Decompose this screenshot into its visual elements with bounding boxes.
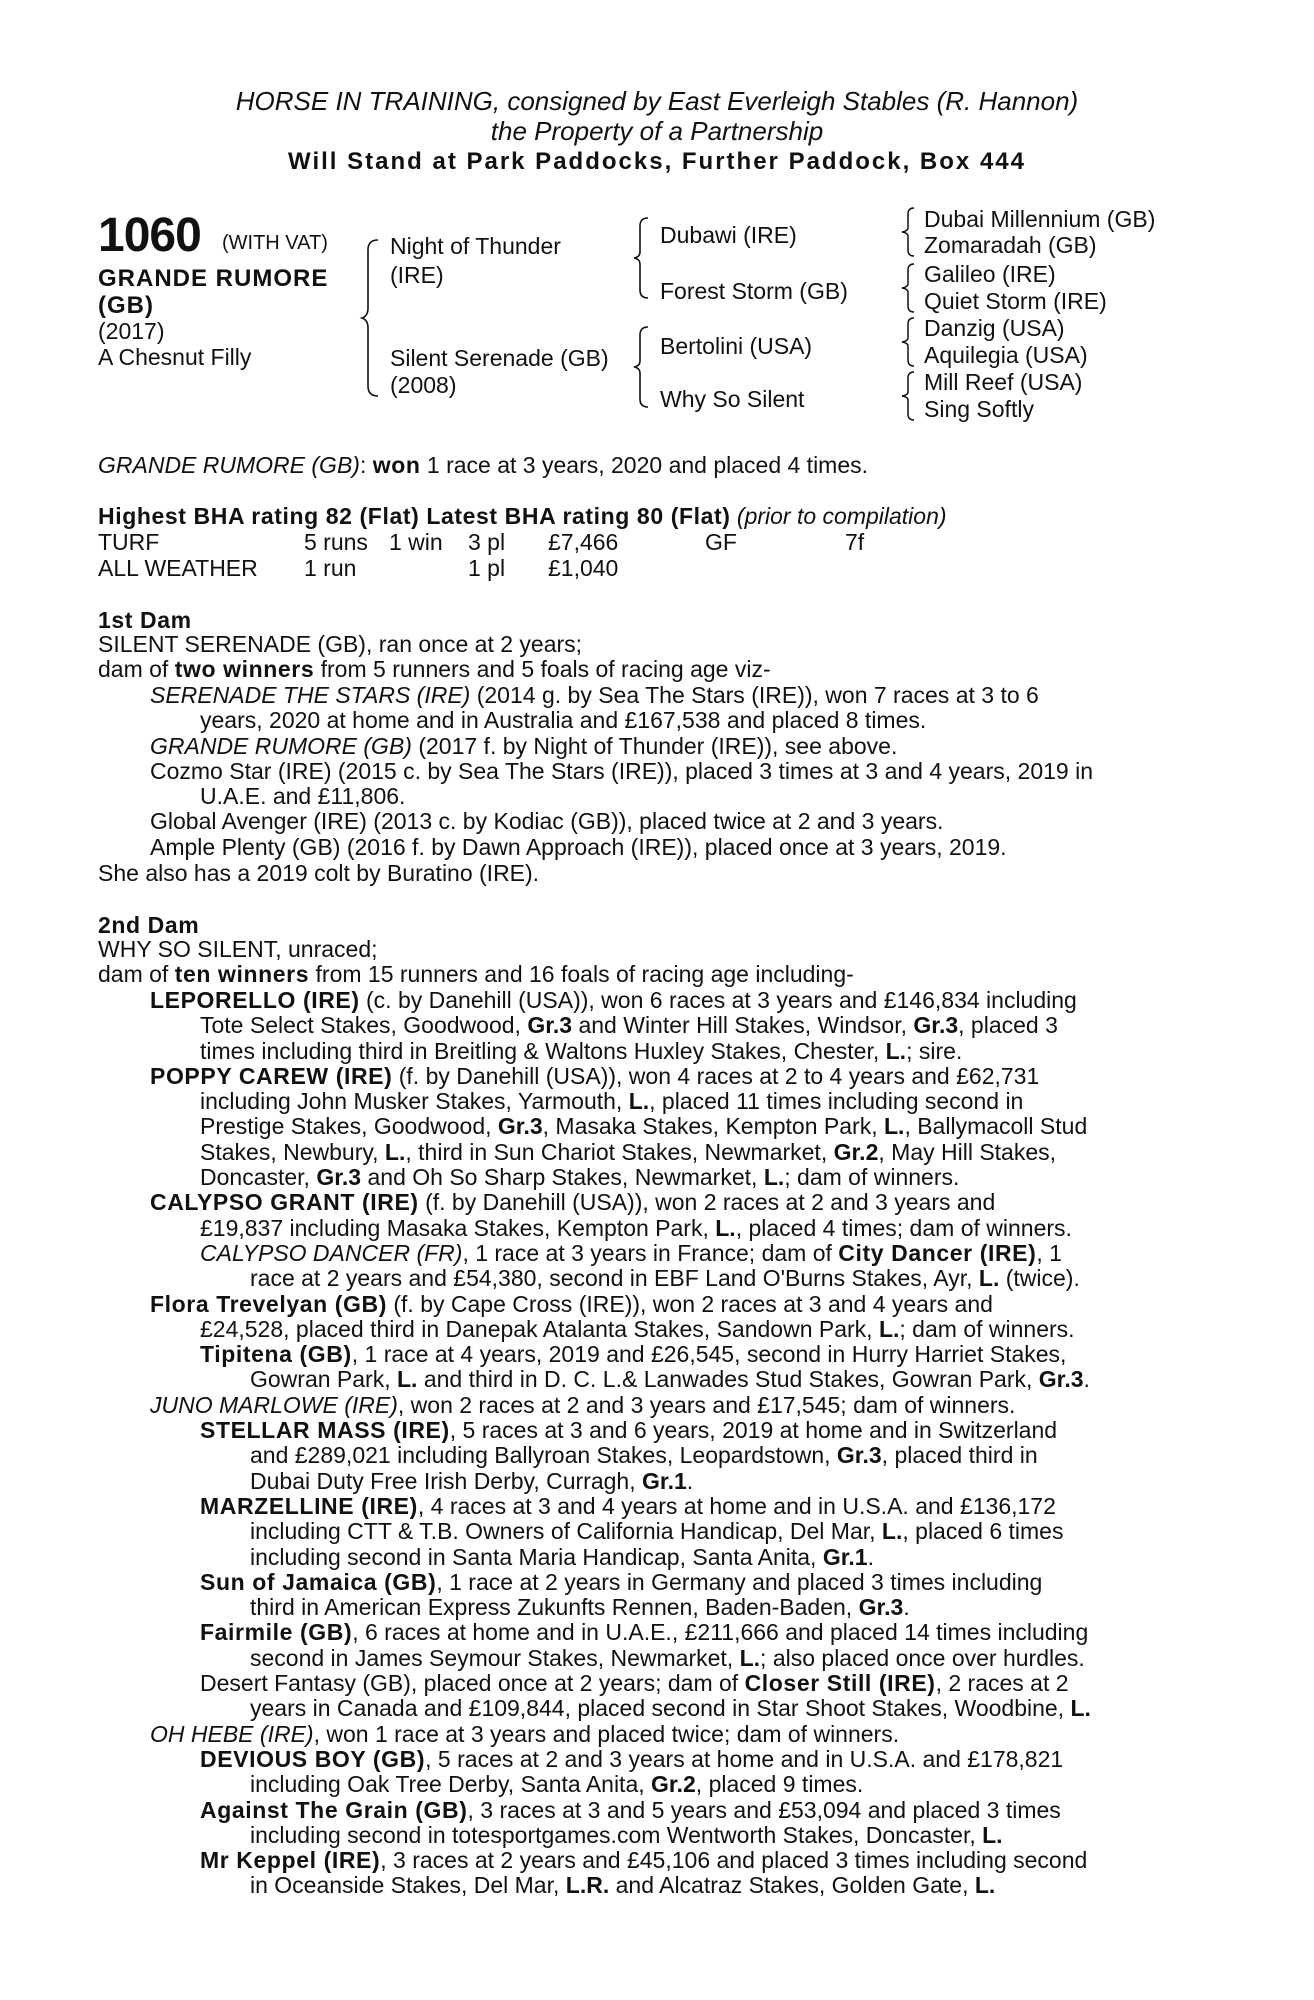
produce-against-the-grain: Against The Grain (GB), 3 races at 3 and 5 years and £53,094 and placed 3 times (200, 1796, 1061, 1823)
produce-serenade-the-stars: SERENADE THE STARS (IRE) (2014 g. by Sea The Stars (IRE)), won 7 races at 3 to 6 (150, 682, 1039, 708)
first-dam-foal-note: She also has a 2019 colt by Buratino (IRE). (98, 860, 540, 886)
dam-name: Silent Serenade (GB) (390, 345, 609, 371)
dam-sire-dam: Aquilegia (USA) (924, 342, 1088, 368)
produce-mr-keppel: Mr Keppel (IRE), 3 races at 2 years and £45,106 and placed 3 times including second (200, 1847, 1088, 1874)
produce-stellar-mass: STELLAR MASS (IRE), 5 races at 3 and 6 years, 2019 at home and in Switzerland (200, 1417, 1058, 1444)
property-line: the Property of a Partnership (490, 116, 824, 146)
race-summary: GRANDE RUMORE (GB): won 1 race at 3 years, 2020 and placed 4 times. (98, 452, 869, 478)
pedigree-brace-1 (360, 238, 384, 398)
pedigree-brace-5 (900, 262, 920, 314)
horse-name: GRANDE RUMORE (98, 265, 329, 292)
second-dam-produce: LEPORELLO (IRE) (c. by Danehill (USA)), won 6 races at 3 years and £146,834 including Tote Select Stakes, Goodwood, Gr.3 and Winter Hill Stakes, Windsor, Gr.3, placed 3 times including third in Breitling & Waltons Huxley Stakes, Chester, L.; sire. POPPY CAREW (IRE) (f. by Danehill (USA)), won 4 races at 2 to 4 years and £62,731 including John Musker Stakes, Yarmouth, L., placed 11 times including second in Prestige Stakes, Goodwood, Gr.3, Masaka Stakes, Kempton Park, L., Ballymacoll Stud Stakes, Newbury, L., third in Sun Chariot Stakes, Newmarket, Gr.2, May Hill Stakes, Doncaster, Gr.3 and Oh So Sharp Stakes, Newmarket, L.; dam of winners. CALYPSO GRANT (IRE) (f. by Danehill (USA)), won 2 races at 2 and 3 years and £19,837 including Masaka Stakes, Kempton Park, L., placed 4 times; dam of winners. CALYPSO DANCER (FR), 1 race at 3 years in France; dam of City Dancer (IRE), 1 race at 2 years and £54,380, second in EBF Land O'Burns Stakes, Ayr, L. (twice). Flora Trevelyan (GB) (f. by Cape Cross (IRE)), won 2 races at 3 and 4 years and £24,528, placed third in Danepak Atalanta Stakes, Sandown Park, L.; dam of winners. Tipitena (GB), 1 race at 4 years, 2019 and £26,545, second in Hurry Harriet Stakes, Gowran Park, L. and third in D. C. L.& Lanwades Stud Stakes, Gowran Park, Gr.3. JUNO MARLOWE (IRE), won 2 races at 2 and 3 years and £17,545; dam of winners. STELLAR MASS (IRE), 5 races at 3 and 6 years, 2019 at home and in Switzerland and £289,021 including Ballyroan Stakes, Leopardstown, Gr.3, placed third in Dubai Duty Free Irish Derby, Curragh, Gr.1. MARZELLINE (IRE), 4 races at 3 and 4 years at home and in U.S.A. and £136,172 including CTT & T.B. Owners of California Handicap, Del Mar, L., placed 6 times including second in Santa Maria Handicap, Santa Anita, Gr.1. Sun of Jamaica (GB), 1 race at 2 years in Germany and placed 3 times including third in American Express Zukunfts Rennen, Baden-Baden, Gr.3. Fairmile (GB), 6 races at home and in U.A.E., £211,666 and placed 14 times including second in James Seymour Stakes, Newmarket, L.; also placed once over hurdles. Desert Fantasy (GB), placed once at 2 years; dam of Closer Still (IRE), 2 races at 2 years in Canada and £109,844, placed second in Star Shoot Stakes, Woodbine, L. OH HEBE (IRE), won 1 race at 3 years and placed twice; dam of winners. DEVIOUS BOY (GB), 5 races at 2 and 3 years at home and in U.S.A. and £178,821 including Oak Tree Derby, Santa Anita, Gr.2, placed 9 times. Against The Grain (GB), 3 races at 3 and 5 years and £53,094 and placed 3 times including second in totesportgames.com Wentworth Stakes, Doncaster, L. Mr Keppel (IRE), 3 races at 2 years and £45,106 and placed 3 times including second in Oceanside Stakes, Del Mar, L.R. and Alcatraz Stakes, Golden Gate, L. (150, 988, 1208, 1899)
produce-calypso-dancer: CALYPSO DANCER (FR), 1 race at 3 years in France; dam of City Dancer (IRE), 1 (200, 1239, 1062, 1266)
first-dam-intro: SILENT SERENADE (GB), ran once at 2 years; dam of two winners from 5 runners and 5 foals of racing age viz- (98, 631, 771, 683)
dam-year: (2008) (390, 372, 457, 398)
produce-cozmo-star: Cozmo Star (IRE) (2015 c. by Sea The Stars (IRE)), placed 3 times at 3 and 4 years, 2019 in (150, 757, 1093, 784)
produce-leporello: LEPORELLO (IRE) (c. by Danehill (USA)), won 6 races at 3 years and £146,834 including (150, 987, 1077, 1013)
pedigree-brace-6 (900, 316, 920, 368)
produce-tipitena: Tipitena (GB), 1 race at 4 years, 2019 and £26,545, second in Hurry Harriet Stakes, (200, 1341, 1067, 1368)
stand-line: Will Stand at Park Paddocks, Further Paddock, Box 444 (288, 148, 1026, 175)
produce-flora-trevelyan: Flora Trevelyan (GB) (f. by Cape Cross (IRE)), won 2 races at 3 and 4 years and (150, 1290, 993, 1317)
sire-sire: Dubawi (IRE) (660, 222, 797, 248)
produce-poppy-carew: POPPY CAREW (IRE) (f. by Danehill (USA)), won 4 races at 2 to 4 years and £62,731 (150, 1062, 1040, 1089)
second-dam-heading: 2nd Dam (98, 912, 200, 938)
produce-global-avenger: Global Avenger (IRE) (2013 c. by Kodiac (GB)), placed twice at 2 and 3 years. (150, 808, 944, 835)
consignor-line: HORSE IN TRAINING, consigned by East Everleigh Stables (R. Hannon) (235, 86, 1079, 116)
dam-sire-sire: Danzig (USA) (924, 315, 1065, 341)
foaled-year: (2017) (98, 318, 165, 344)
vat-note: (WITH VAT) (222, 232, 328, 254)
produce-devious-boy: DEVIOUS BOY (GB), 5 races at 2 and 3 years at home and in U.S.A. and £178,821 (200, 1745, 1064, 1772)
sire-country: (IRE) (390, 262, 444, 288)
bha-rating: Highest BHA rating 82 (Flat) Latest BHA rating 80 (Flat) (prior to compilation) (98, 503, 947, 529)
horse-country: (GB) (98, 292, 154, 319)
second-dam-intro: WHY SO SILENT, unraced; dam of ten winners from 15 runners and 16 foals of racing age including- (98, 936, 854, 988)
pedigree-brace-2 (632, 216, 654, 300)
produce-ample-plenty: Ample Plenty (GB) (2016 f. by Dawn Approach (IRE)), placed once at 3 years, 2019. (150, 833, 1007, 860)
produce-oh-hebe: OH HEBE (IRE), won 1 race at 3 years and placed twice; dam of winners. (150, 1720, 900, 1747)
dam-dam-dam: Sing Softly (924, 396, 1034, 422)
sire-dam-dam: Quiet Storm (IRE) (924, 288, 1107, 314)
produce-calypso-grant: CALYPSO GRANT (IRE) (f. by Danehill (USA)), won 2 races at 2 and 3 years and (150, 1189, 996, 1216)
sire-sire-dam: Zomaradah (GB) (924, 232, 1097, 258)
sire-name: Night of Thunder (390, 233, 561, 259)
lot-number: 1060 (98, 209, 201, 262)
produce-grande-rumore: GRANDE RUMORE (GB) (2017 f. by Night of Thunder (IRE)), see above. (150, 732, 898, 759)
pedigree-brace-4 (900, 206, 920, 258)
produce-sun-of-jamaica: Sun of Jamaica (GB), 1 race at 2 years in Germany and placed 3 times including (200, 1568, 1043, 1595)
first-dam-heading: 1st Dam (98, 607, 192, 633)
pedigree-brace-7 (900, 370, 920, 422)
first-dam-produce: SERENADE THE STARS (IRE) (2014 g. by Sea The Stars (IRE)), won 7 races at 3 to 6 years, 2020 at home and in Australia and £167,538 and placed 8 times. GRANDE RUMORE (GB) (2017 f. by Night of Thunder (IRE)), see above. Cozmo Star (IRE) (2015 c. by Sea The Stars (IRE)), placed 3 times at 3 and 4 years, 2019 in U.A.E. and £11,806. Global Avenger (IRE) (2013 c. by Kodiac (GB)), placed twice at 2 and 3 years. Ample Plenty (GB) (2016 f. by Dawn Approach (IRE)), placed once at 3 years, 2019. (150, 683, 1208, 860)
produce-desert-fantasy: Desert Fantasy (GB), placed once at 2 years; dam of Closer Still (IRE), 2 races at 2 (200, 1670, 1069, 1697)
sire-sire-sire: Dubai Millennium (GB) (924, 206, 1156, 232)
horse-description: A Chesnut Filly (98, 344, 252, 370)
dam-dam-sire: Mill Reef (USA) (924, 369, 1083, 395)
produce-fairmile: Fairmile (GB), 6 races at home and in U.A.E., £211,666 and placed 14 times including (200, 1619, 1089, 1646)
pedigree-brace-3 (632, 325, 654, 409)
produce-marzelline: MARZELLINE (IRE), 4 races at 3 and 4 years at home and in U.S.A. and £136,172 (200, 1492, 1056, 1519)
sire-dam: Forest Storm (GB) (660, 278, 848, 304)
dam-dam: Why So Silent (660, 386, 805, 412)
dam-sire: Bertolini (USA) (660, 333, 813, 359)
produce-juno-marlowe: JUNO MARLOWE (IRE), won 2 races at 2 and 3 years and £17,545; dam of winners. (150, 1391, 1016, 1418)
sire-dam-sire: Galileo (IRE) (924, 261, 1056, 287)
